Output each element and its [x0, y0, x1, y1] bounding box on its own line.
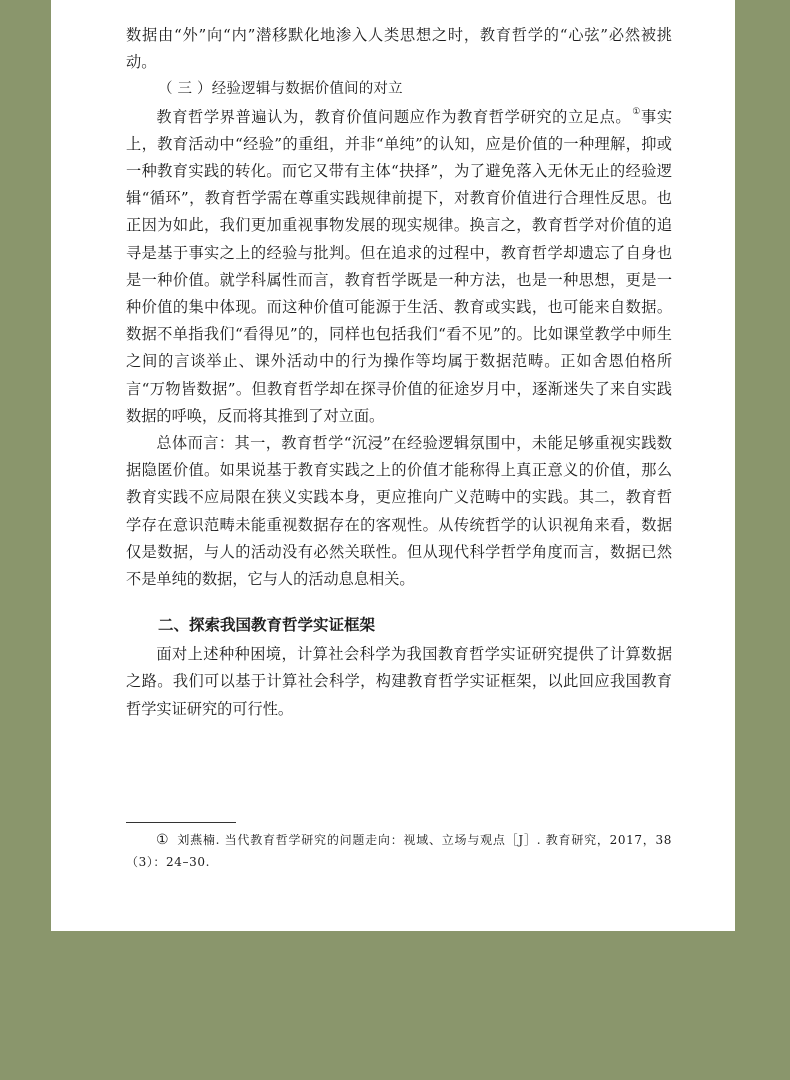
paragraph-summary: 总体而言：其一，教育哲学“沉浸”在经验逻辑氛围中，未能足够重视实践数据隐匿价值。如果说基于教育实践之上的价值才能称得上真正意义的价值，那么教育实践不应局限在狭义实践本身，更应推向广义范畴中的实践。其二，教育哲学存在意识范畴未能重视数据存在的客观性。从传统哲学的认识视角来看，数据仅是数据，与人的活动没有必然关联性。但从现代科学哲学角度而言，数据已然不是单纯的数据，它与人的活动息息相关。	[126, 434, 672, 589]
subsection-heading: （ 三 ）经验逻辑与数据价值间的对立	[158, 81, 403, 98]
document-page	[51, 0, 735, 931]
paragraph-experience-logic	[126, 104, 672, 430]
section-heading: 二、探索我国教育哲学实证框架	[158, 616, 376, 635]
body-text	[126, 22, 672, 723]
paragraph-rest-text: 事实上，教育活动中“经验”的重组，并非“单纯”的认知，应是价值的一种理解，抑或一种教育实践的转化。而它又带有主体“抉择”，为了避免落入无休无止的经验逻辑“循环”，教育哲学需在尊重实践规律前提下，对教育价值进行合理性反思。也正因为如此，我们更加重视事物发展的现实规律。换言之，教育哲学对价值的追寻是基于事实之上的经验与批判。但在追求的过程中，教育哲学却遗忘了自身也是一种价值。就学科属性而言，教育哲学既是一种方法，也是一种思想，更是一种价值的集中体现。而这种价值可能源于生活、教育或实践，也可能来自数据。数据不单指我们“看得见”的，同样也包括我们“看不见”的。比如课堂教学中师生之间的言谈举止、课外活动中的行为操作等均属于数据范畴。正如舍恩伯格所言“万物皆数据”。但教育哲学却在探寻价值的征途岁月中，逐渐迷失了来自实践数据的呼唤，反而将其推到了对立面。	[126, 107, 673, 425]
footnote	[126, 829, 672, 873]
paragraph-section-intro: 面对上述种种困境，计算社会科学为我国教育哲学实证研究提供了计算数据之路。我们可以基于计算社会科学，构建教育哲学实证框架，以此回应我国教育哲学实证研究的可行性。	[126, 645, 672, 718]
paragraph-lead-text: 教育哲学界普遍认为，教育价值问题应作为教育哲学研究的立足点。	[156, 107, 632, 126]
footnote-text: 刘燕楠. 当代教育哲学研究的问题走向：视域、立场与观点［J］. 教育研究，2017，38（3）：24–30.	[126, 833, 672, 869]
footnote-reference[interactable]: ①	[632, 106, 641, 117]
footnote-divider	[126, 822, 236, 823]
footnote-mark: ①	[156, 832, 170, 848]
paragraph-continued: 数据由“外”向“内”潜移默化地渗入人类思想之时，教育哲学的“心弦”必然被挑动。	[126, 26, 672, 72]
